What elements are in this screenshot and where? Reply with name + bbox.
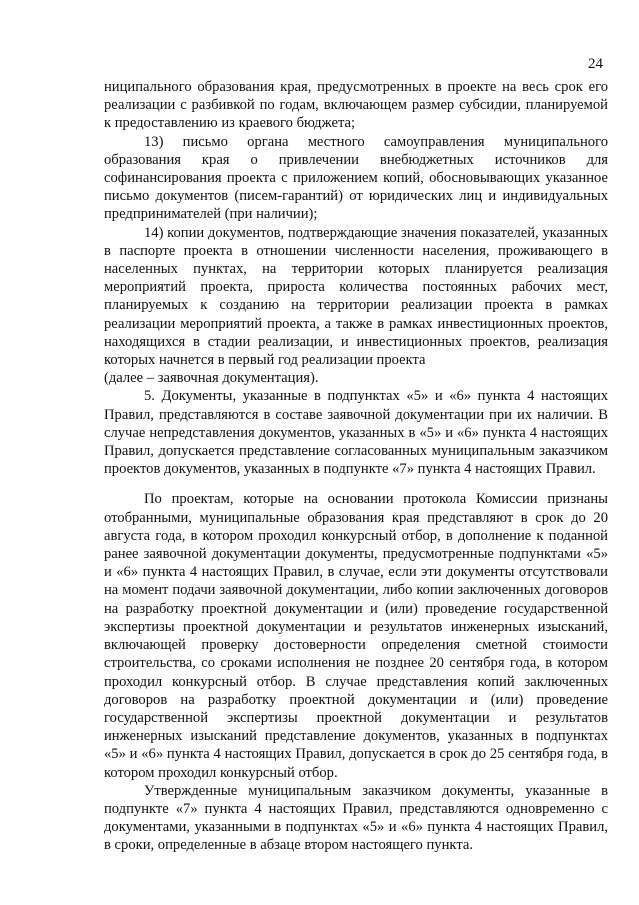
paragraph-utverzhdennye-dokumenty: Утвержденные муниципальным заказчиком документы, указанные в подпункте «7» пункта 4 настоящих Правил, представляются одновременно с документами, указанными в подпунктах «5» и «6» пункта 4 настоящих Правил, в сроки, определенные в абзаце втором настоящего пункта. <box>104 782 608 854</box>
paragraph-continuation: ниципального образования края, предусмотренных в проекте на весь срок его реализации с разбивкой по годам, включающем размер субсидии, планируемой к предоставлению из краевого бюджета; <box>104 79 608 132</box>
paragraph-item-13: 13) письмо органа местного самоуправления муниципального образования края о привлечении внебюджетных источников для софинансирования проекта с приложением копий, обосновывающих указанное письмо документов (писем-гарантий) от юридических лиц и индивидуальных предпринимателей (при наличии); <box>104 133 608 223</box>
paragraph-item-5: 5. Документы, указанные в подпунктах «5» и «6» пункта 4 настоящих Правил, представляются в составе заявочной документации при их наличии. В случае непредставления документов, указанных в «5» и «6» пункта 4 настоящих Правил, допускается представление согласованных муниципальным заказчиком проектов документов, указанных в подпункте «7» пункта 4 настоящих Правил. <box>104 388 608 478</box>
paragraph-item-14: 14) копии документов, подтверждающие значения показателей, указанных в паспорте проекта в отношении численности населения, проживающего в населенных пунктах, на территории которых планируется реализация мероприятий проекта, прироста количества постоянных рабочих мест, планируемых к созданию на территории реализации проекта в рамках реализации мероприятий проекта, а также в рамках инвестиционных проектов, находящихся в стадии реализации, и инвестиционных проектов, реализация которых начнется в первый год реализации проекта <box>104 224 608 369</box>
paragraph-otobrannye-proekty: По проектам, которые на основании протокола Комиссии признаны отобранными, муниципальные образования края представляют в срок до 20 августа года, в котором проходил конкурсный отбор, в дополнение к поданной ранее заявочной документации документы, предусмотренные подпунктами «5» и «6» пункта 4 настоящих Правил, в случае, если эти документы отсутствовали на момент подачи заявочной документации, либо копии заключенных договоров на разработку проектной документации и (или) проведение государственной экспертизы проектной документации и результатов инженерных изысканий, включающей проверку достоверности определения сметной стоимости строительства, со сроками исполнения не позднее 20 сентября года, в котором проходил конкурсный отбор. В случае представления копий заключенных договоров на разработку проектной документации и (или) проведение государственной экспертизы проектной документации и результатов инженерных изысканий представление документов, указанных в подпунктах «5» и «6» пункта 4 настоящих Правил, допускается в срок до 25 сентября года, в котором проходил конкурсный отбор. <box>104 491 608 781</box>
page-number: 24 <box>588 56 603 72</box>
document-body <box>104 78 608 855</box>
paragraph-zayavochnaya-dokumentatsiya: (далее – заявочная документация). <box>104 370 319 387</box>
